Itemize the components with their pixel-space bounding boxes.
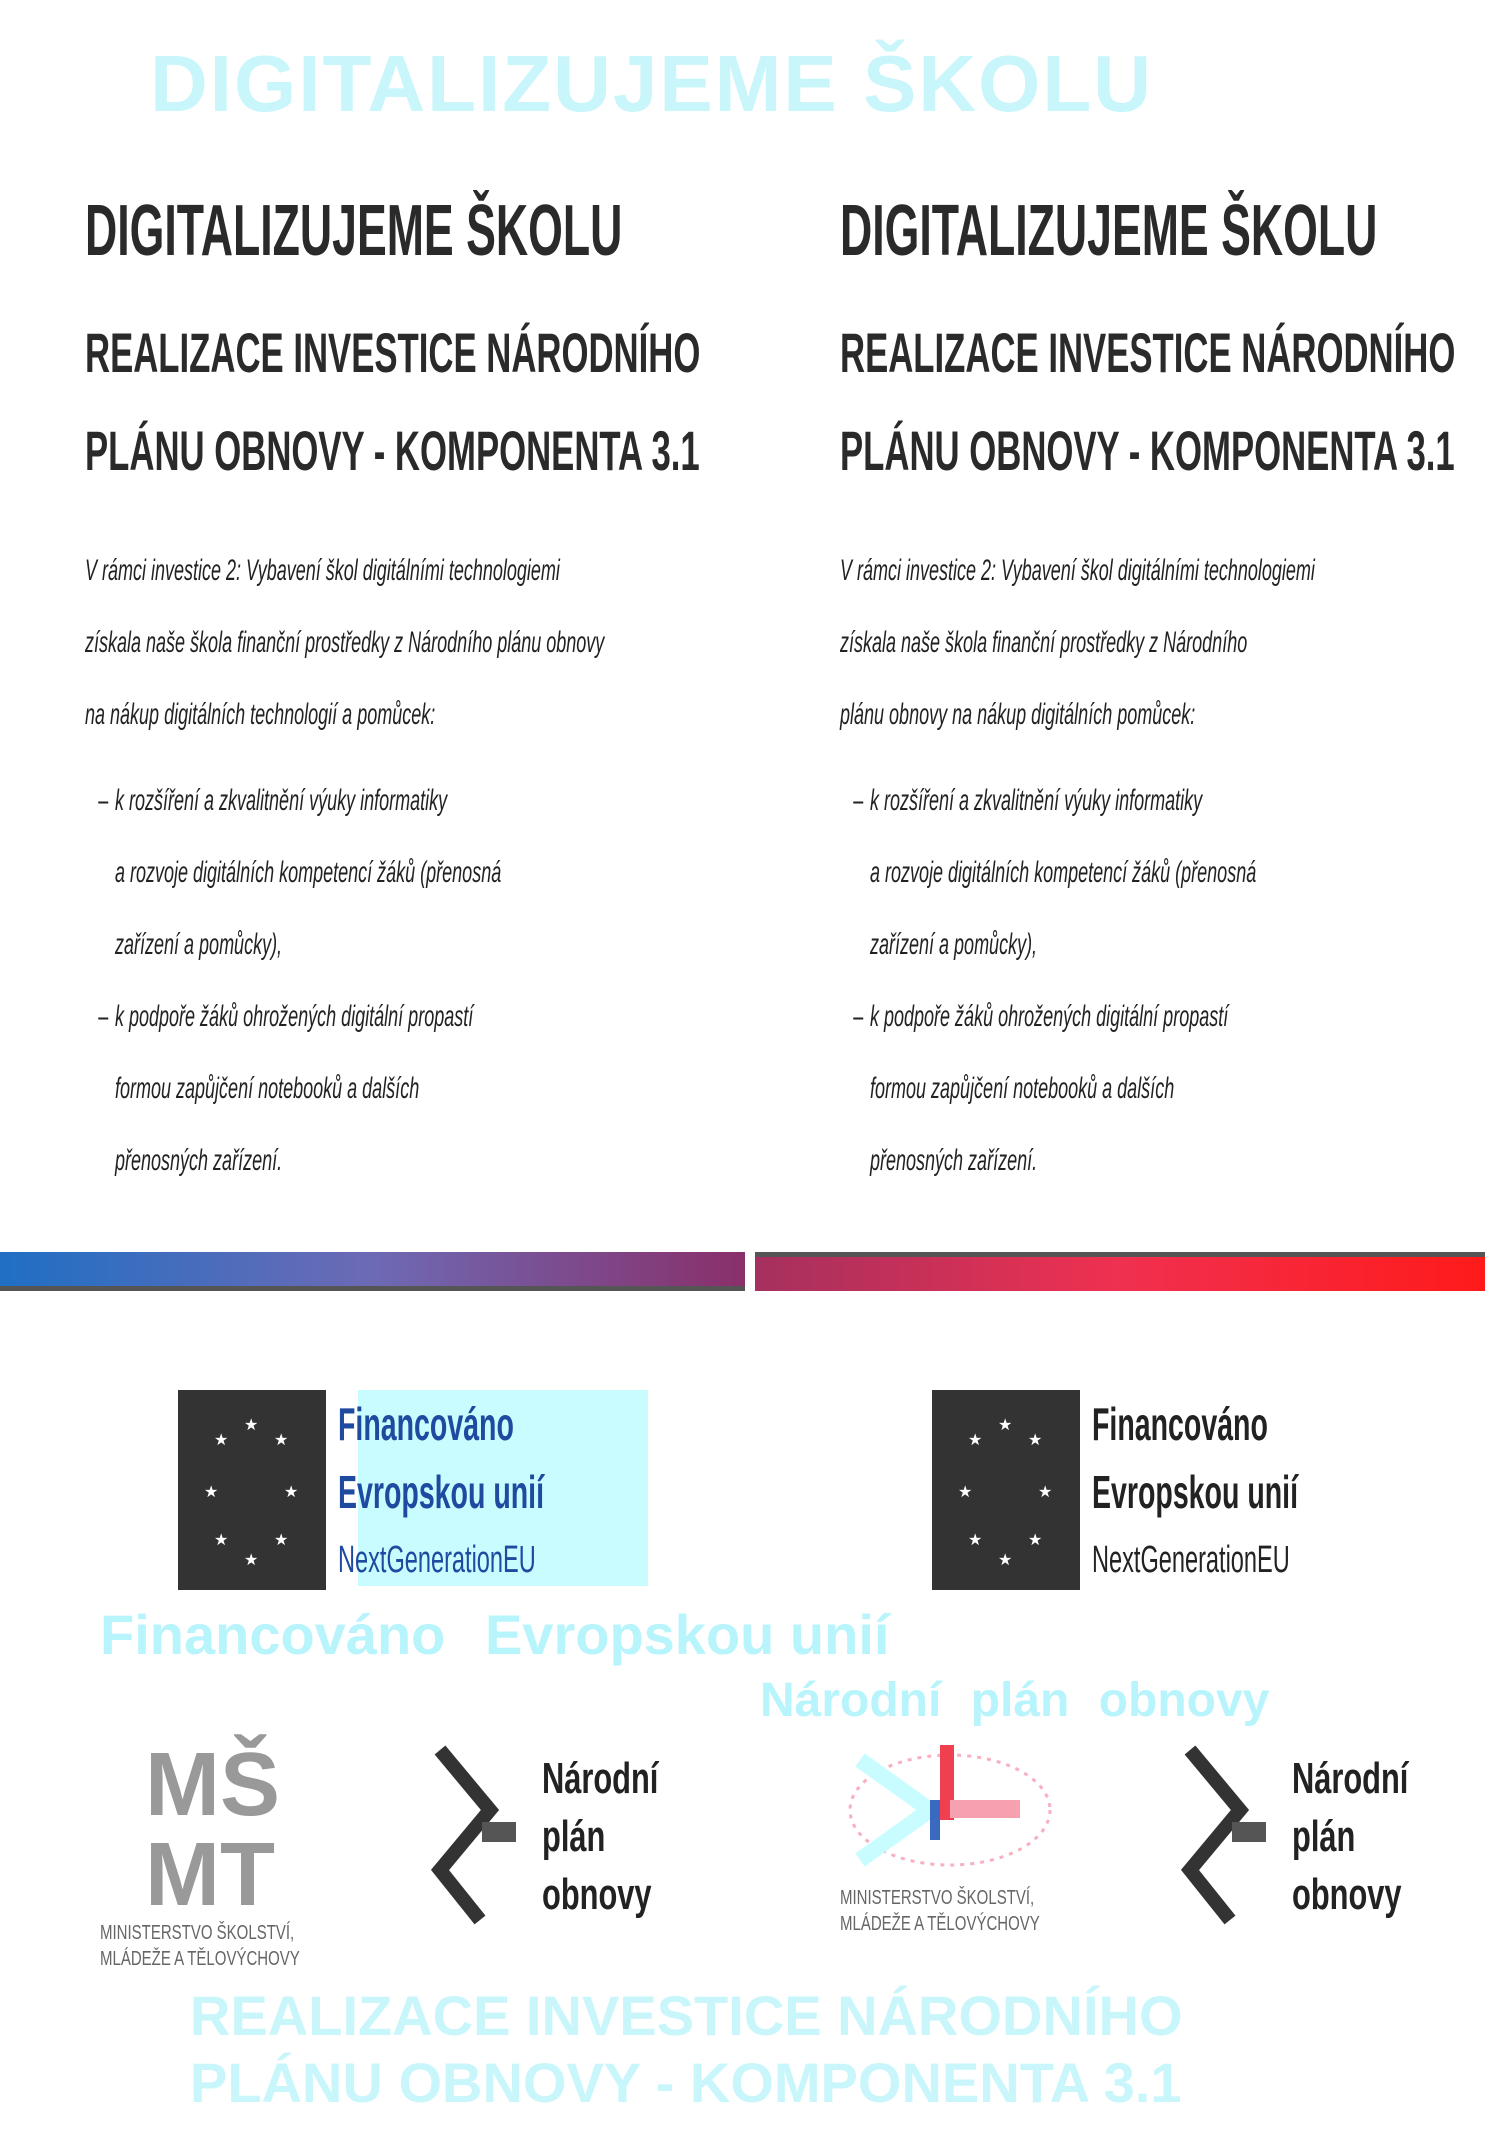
subtitle-line-1: REALIZACE INVESTICE NÁRODNÍHO: [840, 321, 1456, 384]
page-title: DIGITALIZUJEME ŠKOLU: [840, 191, 1378, 271]
bullet-list: [115, 765, 501, 1197]
eu-line-3: NextGenerationEU: [338, 1539, 536, 1581]
ghost-subtitle-1: REALIZACE INVESTICE NÁRODNÍHO: [190, 1984, 1183, 2047]
ghost-eu-text: [100, 1605, 913, 1665]
eu-flag-icon: ★ ★ ★ ★ ★ ★ ★ ★: [178, 1390, 326, 1590]
eu-logo-text: [1092, 1390, 1298, 1594]
gradient-divider-right: [755, 1252, 1485, 1291]
intro-text: [840, 535, 1315, 751]
bullet-line: formou zapůjčení notebooků a dalších: [115, 1072, 420, 1105]
intro-line: V rámci investice 2: Vybavení škol digitálními technologiemi: [85, 554, 560, 587]
npo-ghost-line: plán: [970, 1674, 1070, 1727]
eu-flag-icon: ★ ★ ★ ★ ★ ★ ★ ★: [932, 1390, 1080, 1590]
bullet-line: formou zapůjčení notebooků a dalších: [870, 1072, 1175, 1105]
ministry-line-1: MINISTERSTVO ŠKOLSTVÍ,: [100, 1922, 295, 1944]
ministry-line-2: MLÁDEŽE A TĚLOVÝCHOVY: [840, 1913, 1040, 1935]
bullet-item: – k rozšíření a zkvalitnění výuky informatiky: [115, 765, 501, 837]
ministry-logo-right: [840, 1740, 1106, 1937]
eu-line-3: NextGenerationEU: [1092, 1539, 1290, 1581]
eu-logo-text: [338, 1390, 544, 1594]
eu-line-2: Evropskou unií: [338, 1466, 545, 1518]
ghost-eu-line: Financováno: [100, 1603, 446, 1666]
ministry-logo-left: [100, 1735, 366, 1972]
bullet-line: zařízení a pomůcky),: [870, 928, 1038, 961]
eu-logo-left: [178, 1390, 545, 1590]
subtitle-line-2: PLÁNU OBNOVY - KOMPONENTA 3.1: [840, 419, 1455, 482]
npo-emblem-icon: [420, 1740, 530, 1930]
ministry-line-1: MINISTERSTVO ŠKOLSTVÍ,: [840, 1887, 1035, 1909]
intro-line: plánu obnovy na nákup digitálních pomůcek:: [840, 698, 1196, 731]
npo-emblem-icon: [1170, 1740, 1280, 1930]
npo-ghost-text: [760, 1672, 1285, 1730]
intro-text: [85, 535, 604, 751]
ministry-line-2: MLÁDEŽE A TĚLOVÝCHOVY: [100, 1948, 300, 1970]
bullet-line: a rozvoje digitálních kompetencí žáků (přenosná: [870, 856, 1257, 889]
npo-ghost-line: obnovy: [1098, 1674, 1270, 1727]
bullet-item: – k podpoře žáků ohrožených digitální propastí: [870, 981, 1256, 1053]
gradient-divider-left: [0, 1252, 745, 1291]
intro-line: získala naše škola finanční prostředky z Národního plánu obnovy: [85, 626, 605, 659]
bullet-item: – k rozšíření a zkvalitnění výuky informatiky: [870, 765, 1256, 837]
ministry-emblem-icon: [840, 1740, 1070, 1880]
npo-line-2: plán: [542, 1812, 606, 1861]
bullet-line: a rozvoje digitálních kompetencí žáků (přenosná: [115, 856, 502, 889]
ministry-mark: MŠ MT: [145, 1735, 280, 1925]
eu-line-2: Evropskou unií: [1092, 1466, 1299, 1518]
npo-line-1: Národní: [542, 1754, 659, 1803]
eu-logo-right: [932, 1390, 1299, 1590]
npo-line-3: obnovy: [542, 1870, 652, 1919]
ghost-eu-line: Evropskou unií: [484, 1603, 890, 1666]
npo-logo-left: [420, 1740, 659, 1935]
npo-ghost-line: Národní: [760, 1674, 942, 1727]
page-title: DIGITALIZUJEME ŠKOLU: [85, 191, 623, 271]
npo-line-2: plán: [1292, 1812, 1356, 1861]
eu-line-1: Financováno: [1092, 1398, 1268, 1450]
bullet-item: – k podpoře žáků ohrožených digitální propastí: [115, 981, 501, 1053]
npo-line-1: Národní: [1292, 1754, 1409, 1803]
bullet-line: přenosných zařízení.: [870, 1144, 1038, 1177]
bullet-list: [870, 765, 1256, 1197]
bullet-line: přenosných zařízení.: [115, 1144, 283, 1177]
ghost-title: DIGITALIZUJEME ŠKOLU: [150, 39, 1153, 128]
ghost-subtitle-2: PLÁNU OBNOVY - KOMPONENTA 3.1: [190, 2051, 1182, 2114]
npo-line-3: obnovy: [1292, 1870, 1402, 1919]
intro-line: získala naše škola finanční prostředky z Národního: [840, 626, 1248, 659]
subtitle-line-1: REALIZACE INVESTICE NÁRODNÍHO: [85, 321, 701, 384]
subtitle-line-2: PLÁNU OBNOVY - KOMPONENTA 3.1: [85, 419, 700, 482]
bullet-line: zařízení a pomůcky),: [115, 928, 283, 961]
npo-logo-right: [1170, 1740, 1409, 1935]
intro-line: V rámci investice 2: Vybavení škol digitálními technologiemi: [840, 554, 1315, 587]
eu-line-1: Financováno: [338, 1398, 514, 1450]
intro-line: na nákup digitálních technologií a pomůcek:: [85, 698, 436, 731]
